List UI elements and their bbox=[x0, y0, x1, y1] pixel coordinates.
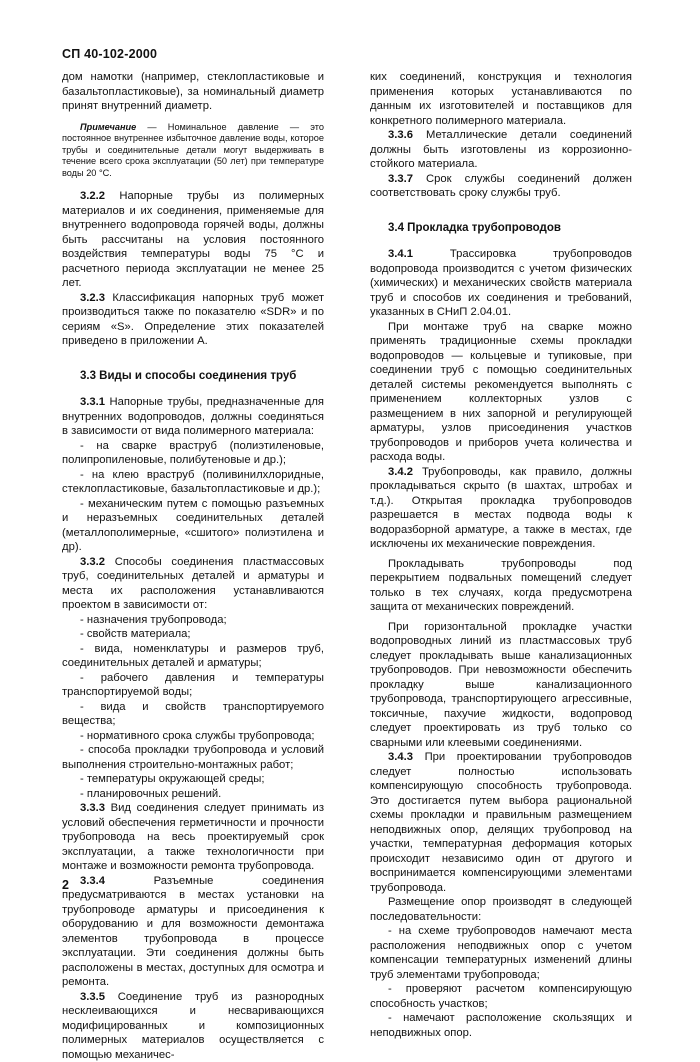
list-item: - планировочных решений. bbox=[80, 787, 222, 800]
clause-number: 3.2.2 bbox=[80, 190, 106, 203]
list-item: - вида, номенклатуры и размеров труб, соединительных деталей и арматуры; bbox=[62, 642, 324, 670]
clause-3-4-3 bbox=[370, 750, 632, 895]
list-item: - проверяют расчетом компенсирующую способность участков; bbox=[370, 983, 632, 1010]
clause-text: Способы соединения пластмассовых труб, соединительных деталей и арматуры и места их расположения устанавливаются проектом в зависимости от: bbox=[62, 555, 324, 612]
clause-3-2-3 bbox=[62, 291, 324, 349]
list-item: - способа прокладки трубопровода и условий выполнения строительно-монтажных работ; bbox=[62, 744, 324, 771]
clause-3-2-2 bbox=[62, 189, 324, 291]
list-item: - рабочего давления и температуры транспортируемой воды; bbox=[62, 671, 324, 699]
section-heading-3-3: 3.3 Виды и способы соединения труб bbox=[80, 369, 297, 382]
clause-number: 3.3.1 bbox=[80, 396, 106, 409]
clause-text: Трассировка трубопроводов водопровода производится с учетом физических (химических) и механических свойств материала труб и способов их соединения и требований, указанных в СНиП 2.04.01. bbox=[370, 248, 632, 318]
clause-3-4-1 bbox=[370, 247, 632, 320]
clause-text: Срок службы соединений должен соответствовать сроку службы труб. bbox=[370, 172, 632, 199]
paragraph-continuation: дом намотки (например, стеклопластиковые и базальтопластиковые), за номинальный диаметр принят внутренний диаметр. bbox=[62, 71, 324, 112]
clause-number: 3.4.2 bbox=[388, 465, 414, 478]
clause-number: 3.4.1 bbox=[388, 248, 414, 260]
clause-3-3-1 bbox=[62, 395, 324, 439]
clause-text: Классификация напорных труб может производиться также по показателю «SDR» и по сериям «S». Определение этих показателей приведено в приложении А. bbox=[62, 291, 324, 348]
clause-text: Трубопроводы, как правило, должны прокладываться скрыто (в шахтах, штробах и т.д.). Открытая прокладка трубопроводов разрешается в местах подвода воды к водоразборной арматуре, а также в местах, где исключены их механические повреждения. bbox=[370, 465, 632, 550]
clause-text: Разъемные соединения предусматриваются в местах установки на трубопроводе арматуры и присоединения к оборудованию и для возможности демонтажа элементов трубопровода в процессе эксплуатации. Эти соединения должны быть расположены в местах, доступных для осмотра и ремонта. bbox=[62, 874, 324, 989]
list-item: - на клею враструб (поливинилхлоридные, стеклопластиковые, базальтопластиковые и др.); bbox=[62, 468, 324, 496]
clause-3-3-5 bbox=[62, 990, 324, 1062]
list-item: - на сварке враструб (полиэтиленовые, полипропиленовые, полибутеновые и др.); bbox=[62, 439, 324, 467]
clause-text: Соединение труб из разнородных несклеивающихся и несваривающихся модифицированных и композиционных полимерных материалов осуществляется с помощью механичес- bbox=[62, 990, 324, 1061]
clause-number: 3.3.6 bbox=[388, 129, 414, 141]
clause-3-3-3 bbox=[62, 801, 324, 874]
list-item: - температуры окружающей среды; bbox=[80, 773, 265, 786]
list-item: - свойств материала; bbox=[80, 628, 191, 641]
clause-text: При проектировании трубопроводов следует полностью использовать компенсирующую способность трубопровода. Это достигается путем выбора рациональной схемы прокладки и правильным размещением неподвижных опор, делящих трубопровод на участки, температурная деформация которых происходит независимо один от другого и воспринимается компенсирующими элементами трубопровода. bbox=[370, 751, 632, 894]
document-code-header: СП 40-102-2000 bbox=[62, 47, 158, 61]
clause-text: Напорные трубы из полимерных материалов и их соединения, применяемые для внутреннего водопровода горячей воды, должны быть рассчитаны на условия постоянного воздействия температуры воды 75 °С и расчетного периода эксплуатации не менее 25 лет. bbox=[62, 190, 324, 290]
clause-number: 3.3.4 bbox=[80, 874, 106, 887]
list-item: - назначения трубопровода; bbox=[80, 613, 227, 626]
clause-3-3-4 bbox=[62, 874, 324, 990]
left-column bbox=[62, 70, 324, 1062]
page-number: 2 bbox=[62, 878, 69, 892]
paragraph: Прокладывать трубопроводы под перекрытием подвальных помещений следует только в тех случаях, когда предусмотрена защита от механических повреждений. bbox=[370, 557, 632, 613]
paragraph-continuation: ких соединений, конструкция и технология применения которых устанавливаются по данным их изготовителей и поставщиков для конкретного полимерного материала. bbox=[370, 71, 632, 127]
clause-number: 3.3.7 bbox=[388, 172, 414, 185]
clause-text: Металлические детали соединений должны быть изготовлены из коррозионно-стойкого материала. bbox=[370, 129, 632, 170]
paragraph: При горизонтальной прокладке участки водопроводных линий из пластмассовых труб следует прокладывать выше канализационных трубопроводов. При невозможности обеспечить прокладку выше канализационного трубопровода, транспортирующего агрессивные, токсичные, пахучие жидкости, водопровод следует проектировать из труб только со сварными или клеевыми соединениями. bbox=[370, 620, 632, 749]
clause-3-3-7 bbox=[370, 172, 632, 201]
note-paragraph bbox=[62, 122, 324, 180]
clause-3-3-2 bbox=[62, 555, 324, 613]
note-text: — Номинальное давление — это постоянное внутреннее избыточное давление воды, которое трубы и соединительные детали могут выдерживать в течение всего срока эксплуатации (50 лет) при температуре воды 20 °С. bbox=[62, 121, 324, 178]
clause-number: 3.3.2 bbox=[80, 555, 106, 568]
clause-number: 3.3.3 bbox=[80, 802, 106, 815]
paragraph: Размещение опор производят в следующей последовательности: bbox=[370, 896, 632, 923]
paragraph: При монтаже труб на сварке можно применять традиционные схемы прокладки водопроводов — кольцевые и тупиковые, при соединении труб с помощью соединительных деталей системы рекомендуется выполнять с применением коллекторных узлов с размещением в них запорной и регулирующей арматуры, узлов присоединения участков трубопроводов и приборов учета количества и расхода воды. bbox=[370, 320, 632, 463]
section-heading-3-4: 3.4 Прокладка трубопроводов bbox=[388, 221, 561, 234]
note-label: Примечание bbox=[80, 121, 137, 132]
clause-text: Напорные трубы, предназначенные для внутренних водопроводов, должны соединяться в зависимости от вида полимерного материала: bbox=[62, 396, 324, 438]
list-item: - вида и свойств транспортируемого вещества; bbox=[62, 700, 324, 728]
clause-number: 3.4.3 bbox=[388, 751, 414, 763]
list-item: - механическим путем с помощью разъемных и неразъемных соединительных деталей (металлополимерные, «сшитого» полиэтилена и др). bbox=[62, 497, 324, 554]
clause-number: 3.2.3 bbox=[80, 291, 106, 304]
right-column bbox=[370, 70, 632, 1040]
clause-text: Вид соединения следует принимать из условий обеспечения герметичности и прочности трубопровода на весь проектируемый срок эксплуатации, а также технологичности при монтаже и возможности ремонта трубопровода. bbox=[62, 802, 324, 873]
clause-number: 3.3.5 bbox=[80, 990, 106, 1003]
list-item: - намечают расположение скользящих и неподвижных опор. bbox=[370, 1012, 632, 1039]
list-item: - на схеме трубопроводов намечают места расположения неподвижных опор с учетом компенсации температурных изменений длины труб элементами трубопровода; bbox=[370, 925, 632, 981]
clause-3-3-6 bbox=[370, 128, 632, 172]
list-item: - нормативного срока службы трубопровода; bbox=[80, 729, 315, 742]
clause-3-4-2 bbox=[370, 465, 632, 552]
